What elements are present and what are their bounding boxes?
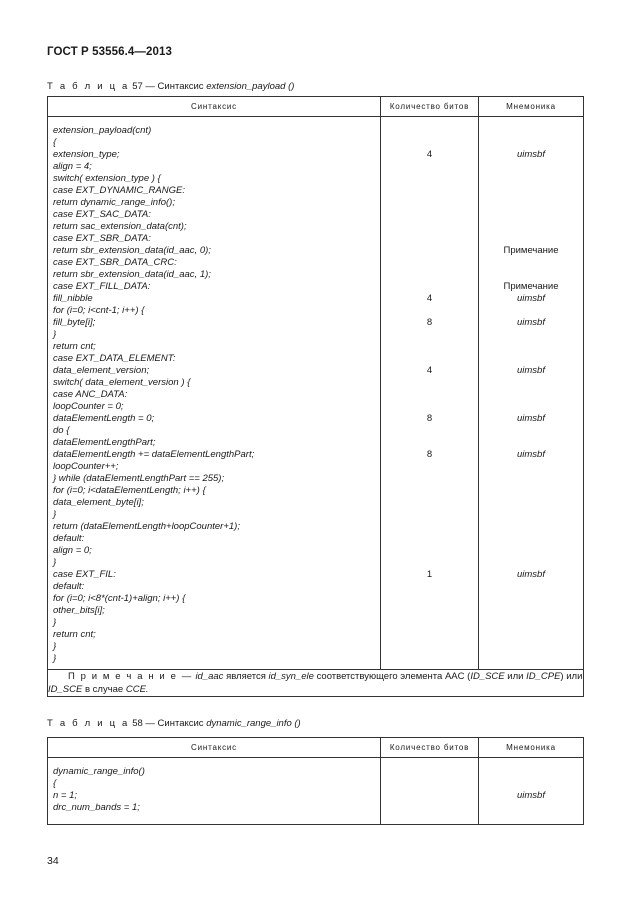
caption-name: extension_payload () <box>206 81 295 92</box>
syntax-line: return sbr_extension_data(id_aac, 0); <box>53 245 211 256</box>
note-term-id-aac: id_aac <box>195 671 224 682</box>
mnemonic-value: uimsbf <box>517 413 545 424</box>
caption-number: 58 <box>132 718 143 729</box>
bits-value <box>381 802 478 814</box>
table-58-header-row <box>48 738 584 758</box>
bits-value <box>381 653 478 665</box>
mnemonic-value <box>479 617 583 629</box>
bits-value <box>381 766 478 778</box>
mnemonic-value: Примечание <box>503 281 559 292</box>
syntax-line: for (i=0; i<dataElementLength; i++) { <box>53 485 206 496</box>
mnemonic-cell <box>479 117 584 670</box>
mnemonic-value <box>479 557 583 569</box>
syntax-line: case ANC_DATA: <box>53 389 128 400</box>
bits-value <box>381 437 478 449</box>
note-text: является <box>226 671 266 682</box>
mnemonic-value <box>479 161 583 173</box>
column-header-mnemonic: Мнемоника <box>479 97 584 117</box>
syntax-line: } <box>53 329 57 340</box>
bits-value <box>381 161 478 173</box>
mnemonic-value: uimsbf <box>517 317 545 328</box>
syntax-line: } while (dataElementLengthPart == 255); <box>53 473 225 484</box>
bits-value <box>381 557 478 569</box>
column-header-syntax: Синтаксис <box>48 97 381 117</box>
bits-value <box>381 257 478 269</box>
caption-number: 57 <box>132 81 143 92</box>
mnemonic-value <box>479 461 583 473</box>
bits-value: 4 <box>426 365 433 376</box>
note-text: соответствующего элемента AAC ( <box>316 671 471 682</box>
mnemonic-value <box>479 377 583 389</box>
mnemonic-value <box>479 473 583 485</box>
mnemonic-value: uimsbf <box>517 449 545 460</box>
bits-value <box>381 533 478 545</box>
mnemonic-value <box>479 593 583 605</box>
caption-prefix: Т а б л и ц а <box>47 718 130 729</box>
mnemonic-value <box>479 221 583 233</box>
syntax-line: default: <box>53 533 85 544</box>
bits-value <box>381 209 478 221</box>
syntax-cell <box>48 758 381 825</box>
bits-value <box>381 173 478 185</box>
mnemonic-value: Примечание <box>503 245 559 256</box>
syntax-line: case EXT_SAC_DATA: <box>53 209 151 220</box>
table-57-note-row <box>48 670 584 697</box>
mnemonic-value <box>479 401 583 413</box>
mnemonic-value <box>479 641 583 653</box>
mnemonic-value <box>479 185 583 197</box>
bits-value <box>381 605 478 617</box>
bits-value: 8 <box>426 317 433 328</box>
page-number: 34 <box>47 855 59 867</box>
bits-value: 8 <box>426 413 433 424</box>
mnemonic-value <box>479 233 583 245</box>
mnemonic-value: uimsbf <box>517 569 545 580</box>
mnemonic-value: uimsbf <box>517 149 545 160</box>
bits-value <box>381 341 478 353</box>
mnemonic-value <box>479 581 583 593</box>
bits-value <box>381 509 478 521</box>
column-header-bits: Количество битов <box>381 97 479 117</box>
syntax-line: loopCounter++; <box>53 461 119 472</box>
mnemonic-value <box>479 353 583 365</box>
bits-value <box>381 125 478 137</box>
mnemonic-value <box>479 137 583 149</box>
bits-value <box>381 593 478 605</box>
note-term-id-cpe: ID_CPE <box>526 671 561 682</box>
mnemonic-cell <box>479 758 584 825</box>
mnemonic-value <box>479 533 583 545</box>
bits-value <box>381 778 478 790</box>
column-header-mnemonic: Мнемоника <box>479 738 584 758</box>
mnemonic-value: uimsbf <box>517 790 545 801</box>
mnemonic-value <box>479 605 583 617</box>
table-57-body-row <box>48 117 584 670</box>
bits-value <box>381 197 478 209</box>
syntax-line: align = 0; <box>53 545 92 556</box>
document-header: ГОСТ Р 53556.4—2013 <box>47 46 172 58</box>
caption-name: dynamic_range_info () <box>206 718 301 729</box>
mnemonic-value: uimsbf <box>517 365 545 376</box>
syntax-line: other_bits[i]; <box>53 605 105 616</box>
note-term-id-sce: ID_SCE <box>48 684 83 695</box>
syntax-line: fill_nibble <box>53 293 93 304</box>
syntax-line: return sbr_extension_data(id_aac, 1); <box>53 269 211 280</box>
mnemonic-value: uimsbf <box>517 293 545 304</box>
bits-cell <box>381 117 479 670</box>
syntax-line: case EXT_FIL: <box>53 569 116 580</box>
syntax-line: dataElementLengthPart; <box>53 437 156 448</box>
bits-value <box>381 629 478 641</box>
syntax-line: extension_payload(cnt) <box>53 125 152 136</box>
syntax-line: } <box>53 509 57 520</box>
note-text: ) <box>560 671 564 682</box>
bits-value <box>381 461 478 473</box>
syntax-line: for (i=0; i<cnt-1; i++) { <box>53 305 145 316</box>
syntax-line: default: <box>53 581 85 592</box>
column-header-syntax: Синтаксис <box>48 738 381 758</box>
table-57-caption <box>47 81 294 92</box>
syntax-line: case EXT_SBR_DATA: <box>53 233 151 244</box>
mnemonic-value <box>479 497 583 509</box>
note-term-id-syn-ele: id_syn_ele <box>268 671 314 682</box>
mnemonic-value <box>479 485 583 497</box>
bits-cell <box>381 758 479 825</box>
syntax-line: return (dataElementLength+loopCounter+1); <box>53 521 240 532</box>
bits-value <box>381 545 478 557</box>
mnemonic-value <box>479 509 583 521</box>
syntax-line: case EXT_DATA_ELEMENT: <box>53 353 176 364</box>
syntax-line: return sac_extension_data(cnt); <box>53 221 187 232</box>
mnemonic-value <box>479 425 583 437</box>
note-term-id-sce: ID_SCE <box>470 671 505 682</box>
syntax-line: return cnt; <box>53 629 96 640</box>
bits-value <box>381 233 478 245</box>
mnemonic-value <box>479 329 583 341</box>
bits-value <box>381 581 478 593</box>
bits-value <box>381 353 478 365</box>
syntax-line: fill_byte[i]; <box>53 317 96 328</box>
syntax-line: dataElementLength = 0; <box>53 413 155 424</box>
mnemonic-value <box>479 389 583 401</box>
bits-value: 4 <box>426 293 433 304</box>
syntax-line: align = 4; <box>53 161 92 172</box>
bits-value <box>381 329 478 341</box>
bits-value <box>381 401 478 413</box>
bits-value <box>381 617 478 629</box>
bits-value <box>381 497 478 509</box>
table-57-note <box>48 670 584 697</box>
bits-value <box>381 269 478 281</box>
syntax-line: switch( extension_type ) { <box>53 173 161 184</box>
syntax-line: } <box>53 641 57 652</box>
bits-value <box>381 221 478 233</box>
syntax-line: data_element_version; <box>53 365 150 376</box>
bits-value <box>381 485 478 497</box>
syntax-line: switch( data_element_version ) { <box>53 377 191 388</box>
bits-value <box>381 377 478 389</box>
syntax-line: return dynamic_range_info(); <box>53 197 175 208</box>
table-57-header-row <box>48 97 584 117</box>
syntax-line: loopCounter = 0; <box>53 401 124 412</box>
table-58-caption <box>47 718 301 729</box>
mnemonic-value <box>479 437 583 449</box>
caption-dash: — Синтаксис <box>145 81 204 92</box>
bits-value: 8 <box>426 449 433 460</box>
bits-value <box>381 389 478 401</box>
table-58 <box>47 737 584 825</box>
syntax-cell <box>48 117 381 670</box>
syntax-line: case EXT_DYNAMIC_RANGE: <box>53 185 185 196</box>
mnemonic-value <box>479 197 583 209</box>
syntax-line: } <box>53 617 57 628</box>
syntax-line: { <box>53 137 57 148</box>
mnemonic-value <box>479 629 583 641</box>
caption-prefix: Т а б л и ц а <box>47 81 130 92</box>
mnemonic-value <box>479 209 583 221</box>
bits-value <box>381 473 478 485</box>
note-text: или <box>566 671 583 682</box>
bits-value <box>381 641 478 653</box>
mnemonic-value <box>479 305 583 317</box>
bits-value: 4 <box>426 149 433 160</box>
syntax-line: case EXT_FILL_DATA: <box>53 281 151 292</box>
mnemonic-value <box>479 341 583 353</box>
syntax-line: } <box>53 557 57 568</box>
syntax-line: for (i=0; i<8*(cnt-1)+align; i++) { <box>53 593 186 604</box>
bits-value <box>381 185 478 197</box>
bits-value <box>381 790 478 802</box>
caption-dash: — Синтаксис <box>145 718 204 729</box>
syntax-line: } <box>53 653 57 664</box>
syntax-line: drc_num_bands = 1; <box>53 802 140 813</box>
mnemonic-value <box>479 778 583 790</box>
column-header-bits: Количество битов <box>381 738 479 758</box>
bits-value <box>381 425 478 437</box>
syntax-line: extension_type; <box>53 149 120 160</box>
note-label: П р и м е ч а н и е — <box>68 671 193 682</box>
syntax-line: return cnt; <box>53 341 96 352</box>
note-term-cce: CCE. <box>125 684 149 695</box>
mnemonic-value <box>479 545 583 557</box>
bits-value <box>381 521 478 533</box>
syntax-line: data_element_byte[i]; <box>53 497 144 508</box>
bits-value <box>381 305 478 317</box>
syntax-line: case EXT_SBR_DATA_CRC: <box>53 257 177 268</box>
bits-value <box>381 245 478 257</box>
syntax-line: dataElementLength += dataElementLengthPart; <box>53 449 255 460</box>
note-text: в случае <box>84 684 124 695</box>
mnemonic-value <box>479 802 583 814</box>
mnemonic-value <box>479 766 583 778</box>
bits-value <box>381 137 478 149</box>
mnemonic-value <box>479 257 583 269</box>
syntax-line: do { <box>53 425 70 436</box>
mnemonic-value <box>479 521 583 533</box>
mnemonic-value <box>479 653 583 665</box>
mnemonic-value <box>479 125 583 137</box>
syntax-line: { <box>53 778 57 789</box>
syntax-line: n = 1; <box>53 790 78 801</box>
bits-value: 1 <box>426 569 433 580</box>
mnemonic-value <box>479 173 583 185</box>
table-57 <box>47 96 584 697</box>
mnemonic-value <box>479 269 583 281</box>
syntax-line: dynamic_range_info() <box>53 766 145 777</box>
table-58-body-row <box>48 758 584 825</box>
bits-value <box>381 281 478 293</box>
note-text: или <box>507 671 524 682</box>
